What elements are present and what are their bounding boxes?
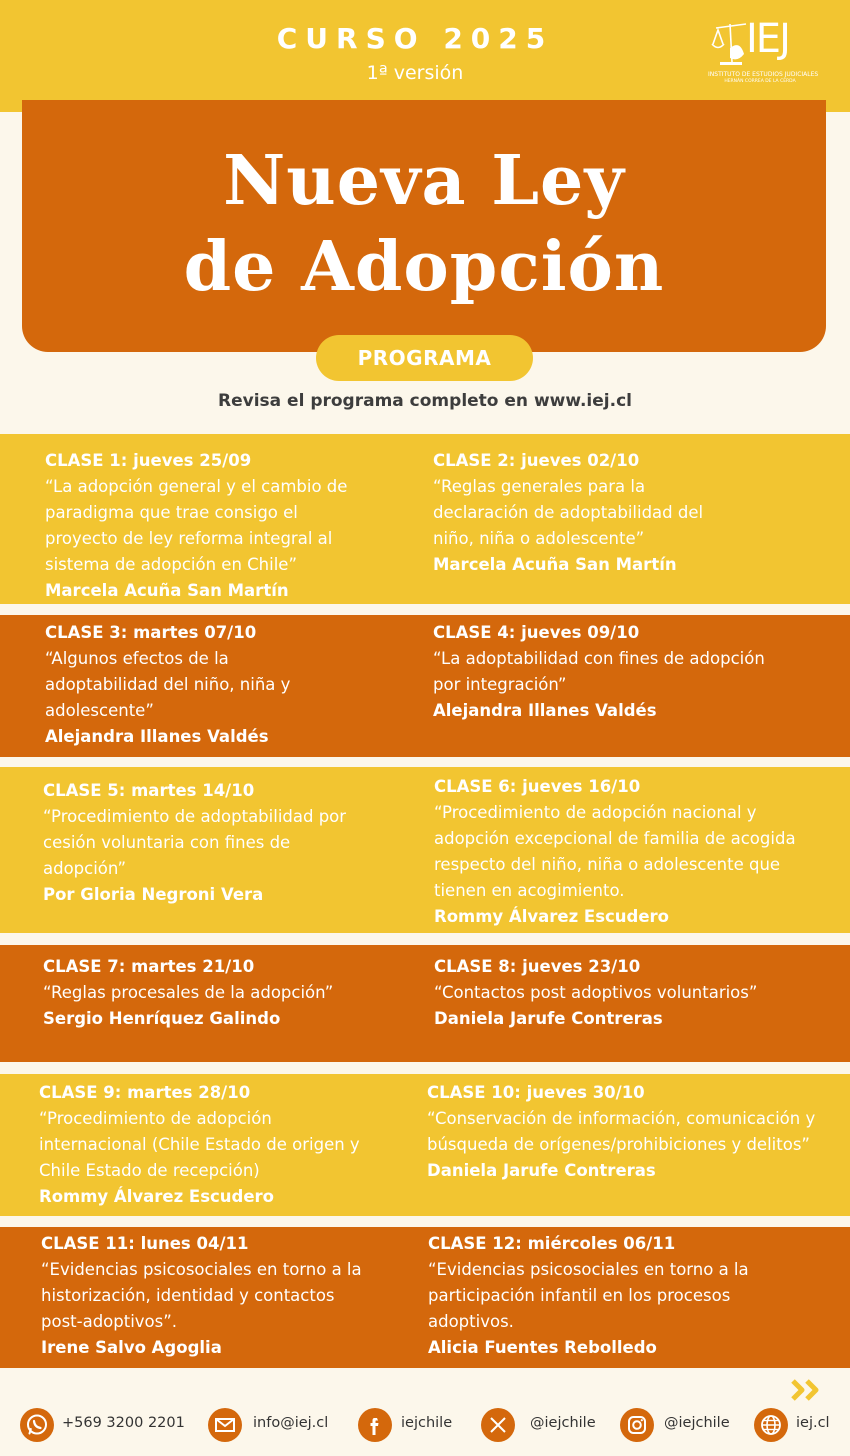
class-card-10 bbox=[427, 1080, 839, 1184]
class-description: “Contactos post adoptivos voluntarios” bbox=[434, 983, 758, 1002]
footer-email[interactable]: info@iej.cl bbox=[253, 1415, 329, 1431]
class-description: “Conservación de información, comunicación y búsqueda de orígenes/prohibiciones y delitos” bbox=[427, 1109, 816, 1154]
class-speaker: Sergio Henríquez Galindo bbox=[43, 1009, 281, 1028]
version-label: 1ª versión bbox=[366, 62, 464, 84]
title-card bbox=[22, 100, 826, 352]
logo-subtitle-2: HERNÁN CORREA DE LA CERDA bbox=[724, 79, 796, 84]
class-card-1 bbox=[45, 448, 355, 604]
class-header: CLASE 8: jueves 23/10 bbox=[434, 957, 641, 976]
class-card-8 bbox=[434, 954, 814, 1032]
footer-instagram[interactable]: @iejchile bbox=[664, 1415, 730, 1431]
class-description: “Algunos efectos de la adoptabilidad del niño, niña y adolescente” bbox=[45, 649, 291, 720]
whatsapp-icon[interactable] bbox=[20, 1408, 54, 1442]
class-header: CLASE 6: jueves 16/10 bbox=[434, 777, 641, 796]
class-description: “Evidencias psicosociales en torno a la participación infantil en los procesos adoptivos. bbox=[428, 1260, 749, 1331]
class-card-9 bbox=[39, 1080, 384, 1210]
class-speaker: Daniela Jarufe Contreras bbox=[434, 1009, 663, 1028]
class-description: “Reglas procesales de la adopción” bbox=[43, 983, 334, 1002]
class-header: CLASE 11: lunes 04/11 bbox=[41, 1234, 249, 1253]
class-speaker: Alicia Fuentes Rebolledo bbox=[428, 1338, 657, 1357]
class-description: “Procedimiento de adoptabilidad por cesión voluntaria con fines de adopción” bbox=[43, 807, 347, 878]
class-description: “Evidencias psicosociales en torno a la historización, identidad y contactos post-adoptivos”. bbox=[41, 1260, 362, 1331]
class-header: CLASE 12: miércoles 06/11 bbox=[428, 1234, 676, 1253]
class-speaker: Por Gloria Negroni Vera bbox=[43, 885, 264, 904]
logo-text: IEJ bbox=[746, 16, 789, 62]
class-card-2 bbox=[433, 448, 723, 578]
class-header: CLASE 2: jueves 02/10 bbox=[433, 451, 640, 470]
class-description: “La adopción general y el cambio de paradigma que trae consigo el proyecto de ley reforma integral al sistema de adopción en Chile” bbox=[45, 477, 348, 574]
title-line-2: de Adopción bbox=[183, 227, 665, 307]
program-pill: PROGRAMA bbox=[316, 335, 533, 381]
title-line-1: Nueva Ley bbox=[223, 141, 625, 221]
class-header: CLASE 7: martes 21/10 bbox=[43, 957, 255, 976]
class-description: “Procedimiento de adopción internacional (Chile Estado de origen y Chile Estado de recepción) bbox=[39, 1109, 360, 1180]
class-description: “La adoptabilidad con fines de adopción por integración” bbox=[433, 649, 765, 694]
class-header: CLASE 10: jueves 30/10 bbox=[427, 1083, 645, 1102]
header-bar bbox=[0, 0, 850, 112]
class-description: “Procedimiento de adopción nacional y adopción excepcional de familia de acogida respecto del niño, niña o adolescente que tienen en acogimiento. bbox=[434, 803, 796, 900]
class-card-7 bbox=[43, 954, 383, 1032]
class-speaker: Rommy Álvarez Escudero bbox=[434, 907, 670, 926]
footer-facebook[interactable]: iejchile bbox=[401, 1415, 453, 1431]
class-speaker: Daniela Jarufe Contreras bbox=[427, 1161, 656, 1180]
footer-web[interactable]: iej.cl bbox=[796, 1415, 830, 1431]
instagram-icon[interactable] bbox=[620, 1408, 654, 1442]
class-header: CLASE 1: jueves 25/09 bbox=[45, 451, 252, 470]
globe-icon[interactable] bbox=[754, 1408, 788, 1442]
iej-logo bbox=[706, 14, 819, 94]
class-card-5 bbox=[43, 778, 353, 908]
class-speaker: Irene Salvo Agoglia bbox=[41, 1338, 222, 1357]
class-card-12 bbox=[428, 1231, 778, 1361]
class-speaker: Marcela Acuña San Martín bbox=[45, 581, 289, 600]
class-header: CLASE 4: jueves 09/10 bbox=[433, 623, 640, 642]
main-title bbox=[22, 138, 826, 310]
class-card-11 bbox=[41, 1231, 381, 1361]
x-icon[interactable] bbox=[481, 1408, 515, 1442]
class-speaker: Rommy Álvarez Escudero bbox=[39, 1187, 275, 1206]
class-header: CLASE 5: martes 14/10 bbox=[43, 781, 255, 800]
class-card-4 bbox=[433, 620, 793, 724]
class-header: CLASE 3: martes 07/10 bbox=[45, 623, 257, 642]
footer-x[interactable]: @iejchile bbox=[530, 1415, 596, 1431]
program-link-text: Revisa el programa completo en www.iej.cl bbox=[218, 391, 632, 411]
course-label: CURSO 2025 bbox=[276, 22, 554, 55]
mail-icon[interactable] bbox=[208, 1408, 242, 1442]
facebook-icon[interactable] bbox=[358, 1408, 392, 1442]
class-card-3 bbox=[45, 620, 320, 750]
logo-subtitle: INSTITUTO DE ESTUDIOS JUDICIALES bbox=[708, 71, 819, 78]
class-header: CLASE 9: martes 28/10 bbox=[39, 1083, 251, 1102]
class-speaker: Marcela Acuña San Martín bbox=[433, 555, 677, 574]
footer-phone[interactable]: +569 3200 2201 bbox=[62, 1415, 185, 1431]
class-description: “Reglas generales para la declaración de adoptabilidad del niño, niña o adolescente” bbox=[433, 477, 704, 548]
class-speaker: Alejandra Illanes Valdés bbox=[433, 701, 657, 720]
class-card-6 bbox=[434, 774, 829, 930]
class-speaker: Alejandra Illanes Valdés bbox=[45, 727, 269, 746]
